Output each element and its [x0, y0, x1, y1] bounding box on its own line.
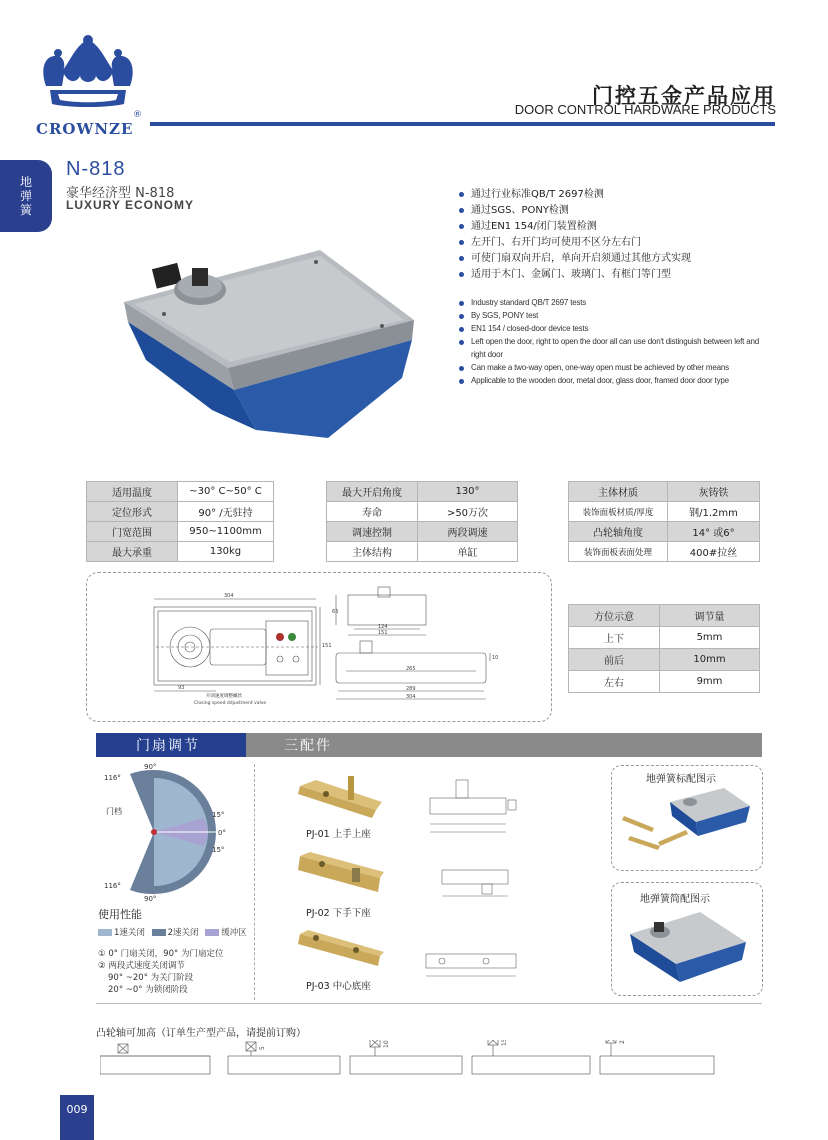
table-row	[327, 542, 518, 562]
table-row	[569, 671, 760, 693]
spec-table-2	[326, 481, 518, 562]
column-header: 调节量	[660, 605, 760, 627]
spec-value: 14° 或6°	[668, 522, 760, 542]
feature-en-item: EN1 154 / closed-door device tests	[458, 322, 768, 335]
table-row	[327, 522, 518, 542]
header-rule	[150, 122, 775, 126]
dim-304b: 304	[406, 694, 416, 700]
dim-151b: 151	[378, 630, 388, 636]
usage-note: ① 0° 门扇关闭，90° 为门扇定位	[98, 949, 224, 959]
angle-116-top: 116°	[104, 774, 121, 782]
section-divider	[96, 1003, 762, 1004]
dim-151: 151	[322, 643, 332, 649]
usage-notes	[98, 948, 223, 996]
angle-90-bot: 90°	[144, 895, 157, 902]
usage-note: ② 两段式速度关闭调节	[98, 961, 185, 971]
product-model: N-818	[66, 158, 126, 180]
brand-logo	[36, 34, 140, 120]
dim-10: 10	[492, 655, 499, 661]
spec-key: 主体材质	[569, 482, 668, 502]
angle-15-top: 15°	[212, 811, 225, 819]
column-header: 方位示意	[569, 605, 660, 627]
cam-drawing	[350, 1040, 462, 1074]
spec-value: 5mm	[660, 627, 760, 649]
legend-item: 缓冲区	[205, 928, 247, 938]
table-row	[569, 482, 760, 502]
spec-value: 10mm	[660, 649, 760, 671]
usage-title: 使用性能	[98, 908, 142, 921]
spec-value: 950~1100mm	[178, 522, 274, 542]
spec-value: 9mm	[660, 671, 760, 693]
legend-swatch	[205, 929, 219, 936]
table-row	[569, 649, 760, 671]
feature-cn-item: 可使门扇双向开启，单向开启须通过其他方式实现	[458, 251, 691, 267]
feature-cn-item: 通过EN1 154/闭门装置检测	[458, 219, 691, 235]
accessory-pj03-label: PJ-03 中心底座	[306, 981, 371, 992]
header-title-cn: 门控五金产品应用	[592, 83, 776, 108]
legend-item: 2速关闭	[152, 928, 199, 938]
cam-drawing	[228, 1042, 340, 1074]
cam-height-10: 10	[383, 1040, 390, 1048]
table-row	[569, 627, 760, 649]
usage-legend	[98, 926, 247, 938]
cam-drawing	[600, 1040, 714, 1074]
product-name-cn: 豪华经济型 N-818	[66, 186, 175, 201]
dim-304: 304	[224, 593, 234, 599]
legend-swatch	[152, 929, 166, 936]
section-door-adjust: 门扇调节	[96, 733, 246, 757]
spec-key: 最大承重	[87, 542, 178, 562]
angle-90-top: 90°	[144, 763, 157, 771]
spec-key: 寿命	[327, 502, 418, 522]
door-swing-diagram	[96, 762, 246, 906]
feature-en-item: Left open the door, right to open the door all can use don't distinguish between left and right door	[458, 335, 768, 361]
feature-cn-item: 通过SGS、PONY检测	[458, 203, 691, 219]
table-row	[87, 482, 274, 502]
table-row	[569, 605, 760, 627]
spec-value: 钢/1.2mm	[668, 502, 760, 522]
features-en	[458, 296, 768, 387]
angle-0: 0°	[218, 829, 226, 837]
table-row	[87, 542, 274, 562]
legend-item: 1速关闭	[98, 928, 145, 938]
feature-cn-item: 通过行业标准QB/T 2697检测	[458, 187, 691, 203]
accessory-pj01-label: PJ-01 上手上座	[306, 829, 371, 840]
accessory-pj01-image	[296, 772, 386, 826]
product-name-en: LUXURY ECONOMY	[66, 198, 195, 212]
cam-height-5: 5	[259, 1046, 266, 1050]
spec-key: 左右	[569, 671, 660, 693]
standard-config-title: 地弹簧标配图示	[646, 774, 716, 785]
cam-height-15: 15	[501, 1040, 508, 1046]
simple-config-image	[626, 908, 750, 990]
spec-value: 400#拉丝	[668, 542, 760, 562]
feature-cn-item: 左开门、右开门均可使用不区分左右门	[458, 235, 691, 251]
spec-key: 适用温度	[87, 482, 178, 502]
spec-value: >50万次	[418, 502, 518, 522]
spec-key: 调速控制	[327, 522, 418, 542]
simple-config-title: 地弹簧简配图示	[640, 894, 710, 905]
table-row	[327, 482, 518, 502]
legend-swatch	[98, 929, 112, 936]
spec-key: 凸轮轴角度	[569, 522, 668, 542]
cam-shaft-note: 凸轮轴可加高（订单生产型产品，请提前订购）	[96, 1028, 306, 1039]
feature-en-item: Can make a two-way open, one-way open must be achieved by other means	[458, 361, 768, 374]
spec-value: 单缸	[418, 542, 518, 562]
cam-drawing	[100, 1044, 210, 1074]
dim-93: 93	[178, 685, 185, 691]
spec-key: 上下	[569, 627, 660, 649]
table-row	[327, 502, 518, 522]
cam-height-20: 20	[619, 1040, 626, 1044]
valve-label-cn: 开闭速度调整螺丝	[206, 694, 242, 699]
table-row	[569, 522, 760, 542]
header-title-en: DOOR CONTROL HARDWARE PRODUCTS	[514, 102, 776, 117]
accessory-pj02-drawing	[432, 860, 522, 908]
adjust-table	[568, 604, 760, 693]
angle-15-bot: 15°	[212, 846, 225, 854]
table-row	[87, 522, 274, 542]
table-row	[87, 502, 274, 522]
usage-note: 20° ~0° 为锁闭阶段	[108, 985, 188, 995]
cam-drawing	[472, 1040, 590, 1074]
spec-key: 最大开启角度	[327, 482, 418, 502]
technical-drawing	[120, 585, 540, 714]
spec-key: 主体结构	[327, 542, 418, 562]
spec-value: 两段调速	[418, 522, 518, 542]
feature-en-item: Industry standard QB/T 2697 tests	[458, 296, 768, 309]
feature-cn-item: 适用于木门、金属门、玻璃门、有框门等门型	[458, 267, 691, 283]
accessory-pj03-image	[296, 926, 386, 976]
spec-table-3	[568, 481, 760, 562]
cam-shaft-drawings	[100, 1040, 720, 1084]
feature-en-item: By SGS, PONY test	[458, 309, 768, 322]
valve-label-en: Closing speed ddjustment valve	[194, 701, 267, 706]
dim-265: 265	[406, 666, 416, 672]
crown-icon	[36, 34, 140, 120]
spec-value: ~30° C~50° C	[178, 482, 274, 502]
spec-value: 90° /无驻持	[178, 502, 274, 522]
spec-value: 130kg	[178, 542, 274, 562]
features-cn	[458, 187, 691, 283]
column-divider	[254, 764, 255, 1000]
product-image	[116, 240, 416, 444]
spec-value: 130°	[418, 482, 518, 502]
accessory-pj02-image	[296, 848, 386, 902]
dim-63: 63	[332, 609, 339, 615]
spec-value: 灰铸铁	[668, 482, 760, 502]
usage-note: 90° ~20° 为关门阶段	[108, 973, 194, 983]
dim-289: 289	[406, 686, 416, 692]
accessory-pj02-label: PJ-02 下手下座	[306, 908, 371, 919]
spec-key: 前后	[569, 649, 660, 671]
spec-key: 门宽范围	[87, 522, 178, 542]
door-stop-label: 门档	[106, 807, 122, 816]
feature-en-item: Applicable to the wooden door, metal door, glass door, framed door door type	[458, 374, 768, 387]
angle-116-bot: 116°	[104, 882, 121, 890]
table-row	[569, 502, 760, 522]
section-accessories: 三配件	[246, 733, 762, 757]
brand-name: CROWNZE	[36, 120, 134, 138]
spec-table-1	[86, 481, 274, 562]
category-tab: 地弹簧	[0, 160, 52, 232]
accessory-pj01-drawing	[416, 774, 520, 842]
standard-config-image	[620, 786, 752, 866]
page-number: 009	[60, 1095, 94, 1140]
spec-key: 定位形式	[87, 502, 178, 522]
dim-124: 124	[378, 624, 388, 630]
spec-key: 装饰面板材质/厚度	[569, 502, 668, 522]
registered-mark: ®	[133, 110, 142, 120]
accessory-pj03-drawing	[416, 942, 526, 990]
spec-key: 装饰面板表面处理	[569, 542, 668, 562]
table-row	[569, 542, 760, 562]
